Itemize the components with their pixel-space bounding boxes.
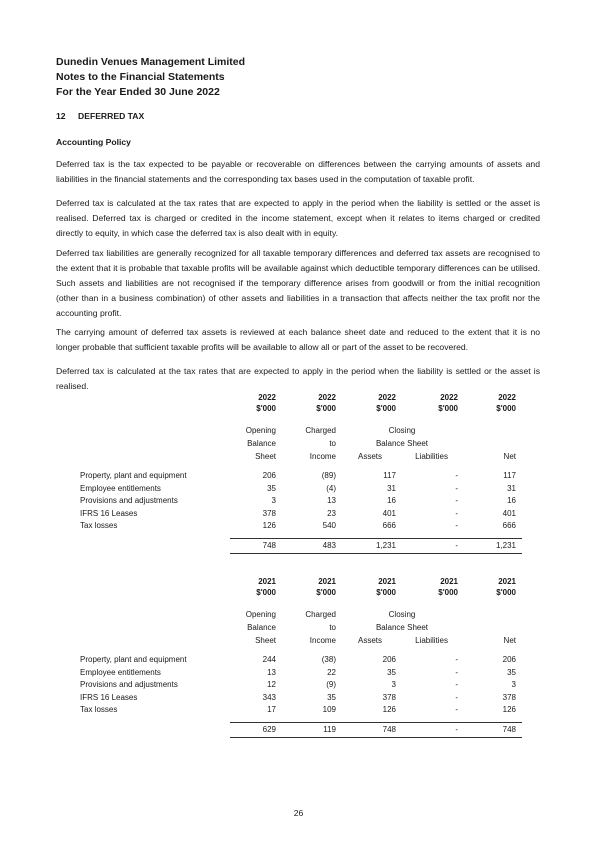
table-cell: 16 — [387, 496, 396, 505]
table-cell: 378 — [382, 692, 396, 702]
column-header-charged: Income — [309, 636, 336, 645]
table-cell: - — [455, 655, 458, 664]
table-cell: 16 — [507, 496, 516, 505]
paragraph: Deferred tax is calculated at the tax rates that are expected to apply in the period when the liability is settled or the asset is realised. — [56, 366, 540, 391]
paragraph: Deferred tax is the tax expected to be payable or recoverable on differences between the carrying amounts of assets and liabilities in the financial statements and the corresponding tax bases used in the computation of taxable profit. — [56, 159, 540, 184]
table-cell: - — [455, 521, 458, 530]
total-cell: 1,231 — [495, 541, 516, 550]
table-cell: - — [455, 471, 458, 480]
total-cell: 629 — [262, 725, 276, 734]
column-header-charged: Charged — [305, 426, 336, 435]
column-header-charged: Charged — [305, 610, 336, 619]
table-cell: 206 — [262, 471, 276, 480]
total-cell: 748 — [382, 725, 396, 734]
table-cell: - — [455, 483, 458, 493]
table-cell: 378 — [262, 508, 276, 518]
page-number: 26 — [293, 808, 304, 818]
column-header-opening: Sheet — [255, 452, 276, 461]
table-cell: 31 — [387, 483, 396, 493]
total-cell: 119 — [323, 725, 336, 734]
row-label: Tax losses — [80, 705, 118, 714]
table-cell: 666 — [502, 521, 516, 530]
unit-header: $'000 — [376, 588, 396, 597]
total-cell: 483 — [322, 541, 336, 550]
year-header: 2022 — [378, 393, 396, 402]
table-cell: 3 — [511, 680, 516, 689]
row-label: Property, plant and equipment — [80, 471, 187, 480]
column-header-liabilities: Liabilities — [415, 452, 448, 461]
table-cell: 378 — [502, 692, 516, 702]
total-rule-bottom — [230, 737, 522, 738]
total-rule-top — [230, 722, 522, 723]
year-header: 2021 — [498, 577, 516, 586]
table-cell: 22 — [327, 667, 336, 677]
table-cell: - — [455, 667, 458, 677]
column-header-closing: Balance Sheet — [375, 623, 429, 632]
table-cell: 13 — [267, 667, 276, 677]
section-heading — [56, 111, 144, 121]
table-cell: 117 — [383, 471, 396, 480]
column-header-net: Net — [503, 636, 516, 645]
year-header: 2021 — [378, 577, 396, 586]
column-header-opening: Sheet — [255, 636, 276, 645]
table-cell: 126 — [262, 521, 276, 530]
table-cell: 35 — [387, 667, 396, 677]
column-header-charged: to — [329, 623, 336, 632]
accounting-policy-heading: Accounting Policy — [56, 137, 131, 147]
table-cell: - — [455, 680, 458, 689]
year-header: 2022 — [498, 393, 516, 402]
row-label: Tax losses — [80, 521, 118, 530]
row-label: IFRS 16 Leases — [80, 692, 138, 702]
total-cell: - — [455, 541, 458, 550]
table-cell: (89) — [321, 471, 336, 480]
table-cell: (9) — [326, 680, 336, 689]
column-header-opening: Balance — [247, 439, 276, 448]
table-cell: - — [455, 705, 458, 714]
column-header-charged: to — [329, 439, 336, 448]
table-cell: 3 — [391, 680, 396, 689]
table-cell: 206 — [502, 655, 516, 664]
table-cell: 3 — [271, 496, 276, 505]
unit-header: $'000 — [438, 404, 458, 413]
table-cell: 13 — [327, 496, 336, 505]
unit-header: $'000 — [316, 404, 336, 413]
unit-header: $'000 — [376, 404, 396, 413]
paragraph: The carrying amount of deferred tax assets is reviewed at each balance sheet date and reduced to the extent that it is no longer probable that sufficient taxable profits will be available to allow all or part of the asset to be recovered. — [56, 327, 540, 352]
period-title: For the Year Ended 30 June 2022 — [56, 86, 220, 98]
table-cell: 126 — [382, 705, 396, 714]
year-header: 2021 — [318, 577, 336, 586]
table-cell: 244 — [262, 655, 276, 664]
column-header-assets: Assets — [357, 636, 382, 645]
section-title: DEFERRED TAX — [78, 111, 145, 121]
total-cell: 1,231 — [375, 541, 396, 550]
table-cell: 117 — [503, 471, 516, 480]
row-label: Employee entitlements — [80, 667, 161, 677]
paragraph: Deferred tax liabilities are generally recognized for all taxable temporary differences and deferred tax assets are recognised to the extent that it is probable that taxable profits will be available against which deductible temporary differences can be utilised. Such assets and liabilities are not recognised if the temporary difference arises from goodwill or from the initial recognition (other than in a business combination) of other assets and liabilities in a transaction that affects neither the tax profit nor the accounting profit. — [56, 248, 540, 318]
table-cell: 343 — [262, 692, 276, 702]
table-cell: 109 — [322, 705, 336, 714]
total-cell: 748 — [502, 725, 516, 734]
column-header-closing: Closing — [388, 610, 416, 619]
unit-header: $'000 — [256, 588, 276, 597]
row-label: Property, plant and equipment — [80, 655, 187, 664]
section-number: 12 — [56, 111, 66, 121]
row-label: Employee entitlements — [80, 483, 161, 493]
row-label: Provisions and adjustments — [80, 496, 178, 505]
total-rule-bottom — [230, 553, 522, 554]
table-cell: 35 — [267, 483, 276, 493]
column-header-assets: Assets — [357, 452, 382, 461]
year-header: 2021 — [440, 577, 458, 586]
table-cell: 35 — [327, 692, 336, 702]
year-header: 2021 — [258, 577, 276, 586]
unit-header: $'000 — [438, 588, 458, 597]
table-cell: 401 — [502, 508, 516, 518]
unit-header: $'000 — [496, 588, 516, 597]
unit-header: $'000 — [256, 404, 276, 413]
table-cell: 540 — [322, 521, 336, 530]
year-header: 2022 — [258, 393, 276, 402]
table-cell: 666 — [382, 521, 396, 530]
year-header: 2022 — [440, 393, 458, 402]
total-cell: - — [455, 725, 458, 734]
table-cell: (38) — [321, 655, 336, 664]
table-cell: - — [455, 496, 458, 505]
table-cell: 35 — [507, 667, 516, 677]
year-header: 2022 — [318, 393, 336, 402]
total-rule-top — [230, 538, 522, 539]
table-cell: - — [455, 508, 458, 518]
column-header-liabilities: Liabilities — [415, 636, 448, 645]
table-cell: 126 — [502, 705, 516, 714]
column-header-opening: Opening — [245, 426, 276, 435]
table-cell: 401 — [382, 508, 396, 518]
row-label: Provisions and adjustments — [80, 680, 178, 689]
column-header-closing: Closing — [388, 426, 416, 435]
notes-title: Notes to the Financial Statements — [56, 71, 225, 83]
column-header-opening: Opening — [245, 610, 276, 619]
table-cell: 31 — [507, 483, 516, 493]
table-cell: 17 — [267, 705, 276, 714]
row-label: IFRS 16 Leases — [80, 508, 138, 518]
paragraph: Deferred tax is calculated at the tax rates that are expected to apply in the period when the liability is settled or the asset is realised. Deferred tax is charged or credited in the income statement, except when it relates to items charged or credited directly to equity, in which case the deferred tax is also dealt with in equity. — [56, 198, 540, 238]
table-cell: (4) — [326, 483, 336, 493]
column-header-closing: Balance Sheet — [375, 439, 429, 448]
table-cell: 206 — [382, 655, 396, 664]
column-header-charged: Income — [309, 452, 336, 461]
total-cell: 748 — [262, 541, 276, 550]
company-name: Dunedin Venues Management Limited — [56, 56, 246, 68]
table-cell: 23 — [327, 508, 336, 518]
column-header-net: Net — [503, 452, 516, 461]
table-cell: 12 — [267, 680, 276, 689]
column-header-opening: Balance — [247, 623, 276, 632]
table-cell: - — [455, 692, 458, 702]
unit-header: $'000 — [316, 588, 336, 597]
unit-header: $'000 — [496, 404, 516, 413]
